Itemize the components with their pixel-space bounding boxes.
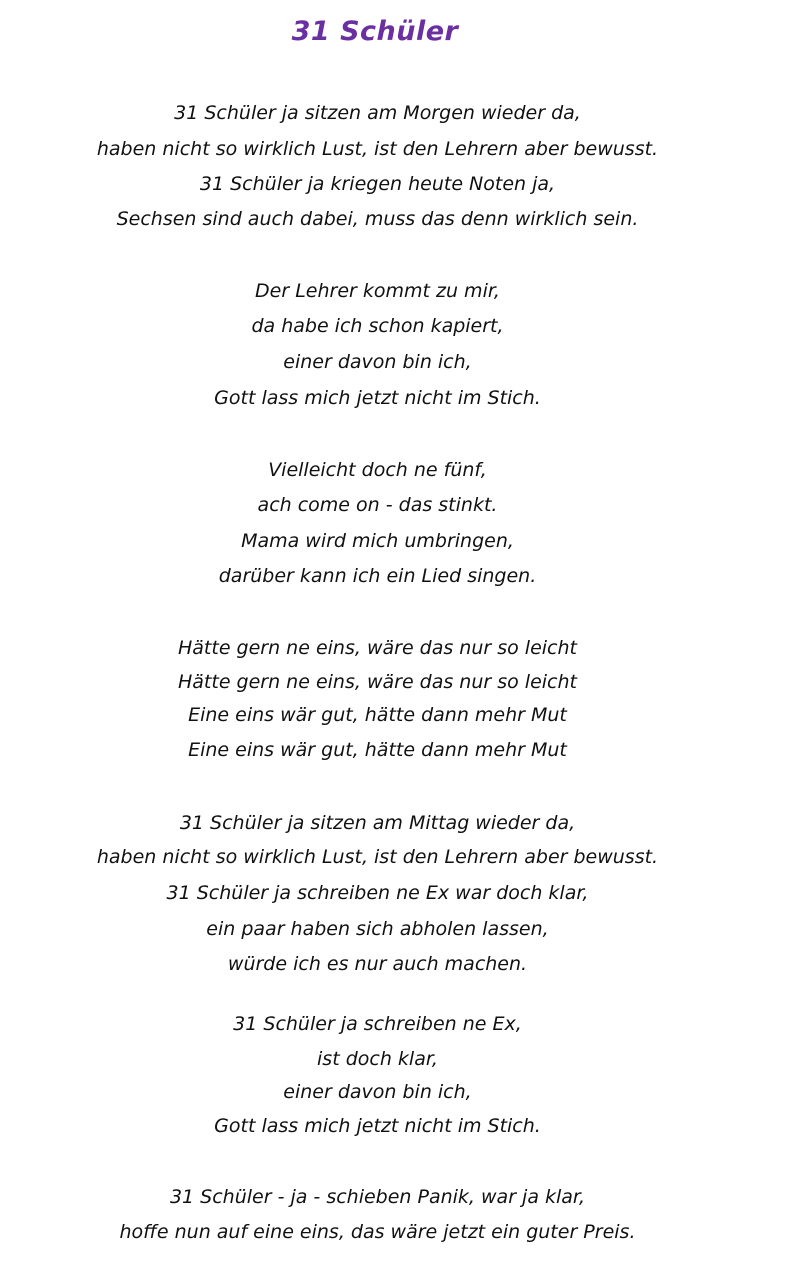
poem-line: darüber kann ich ein Lied singen. <box>218 565 537 587</box>
poem-line: Vielleicht doch ne fünf, <box>268 459 487 481</box>
poem-line: 31 Schüler ja sitzen am Morgen wieder da, <box>174 102 581 124</box>
poem-line: 31 Schüler ja schreiben ne Ex war doch klar, <box>166 882 589 904</box>
poem-line: 31 Schüler ja kriegen heute Noten ja, <box>199 173 556 195</box>
poem-line: Sechsen sind auch dabei, muss das denn wirklich sein. <box>116 208 639 230</box>
poem-line: würde ich es nur auch machen. <box>227 953 528 975</box>
poem-line: 31 Schüler ja schreiben ne Ex, <box>233 1013 522 1035</box>
poem-line: Hätte gern ne eins, wäre das nur so leicht <box>177 671 577 693</box>
poem-line: haben nicht so wirklich Lust, ist den Lehrern aber bewusst. <box>96 846 659 868</box>
poem-line: Der Lehrer kommt zu mir, <box>255 280 500 302</box>
poem-line: Eine eins wär gut, hätte dann mehr Mut <box>188 739 567 761</box>
poem-line: da habe ich schon kapiert, <box>251 315 504 337</box>
poem-line: 31 Schüler ja sitzen am Mittag wieder da, <box>179 812 576 834</box>
poem-line: ein paar haben sich abholen lassen, <box>206 918 549 940</box>
poem-line: Hätte gern ne eins, wäre das nur so leicht <box>177 637 577 659</box>
poem-line: Eine eins wär gut, hätte dann mehr Mut <box>188 704 567 726</box>
poem-line: einer davon bin ich, <box>283 351 472 373</box>
poem-line: Gott lass mich jetzt nicht im Stich. <box>214 387 541 409</box>
poem-line: ach come on - das stinkt. <box>257 494 498 516</box>
poem-line: Gott lass mich jetzt nicht im Stich. <box>214 1115 541 1137</box>
poem-line: einer davon bin ich, <box>283 1081 472 1103</box>
poem-line: haben nicht so wirklich Lust, ist den Lehrern aber bewusst. <box>96 138 659 160</box>
poem-line: hoffe nun auf eine eins, das wäre jetzt ein guter Preis. <box>119 1221 636 1243</box>
poem-line: Mama wird mich umbringen, <box>241 530 514 552</box>
poem-line: ist doch klar, <box>317 1048 438 1070</box>
poem-title: 31 Schüler <box>291 16 459 47</box>
poem-line: 31 Schüler - ja - schieben Panik, war ja klar, <box>169 1186 586 1208</box>
